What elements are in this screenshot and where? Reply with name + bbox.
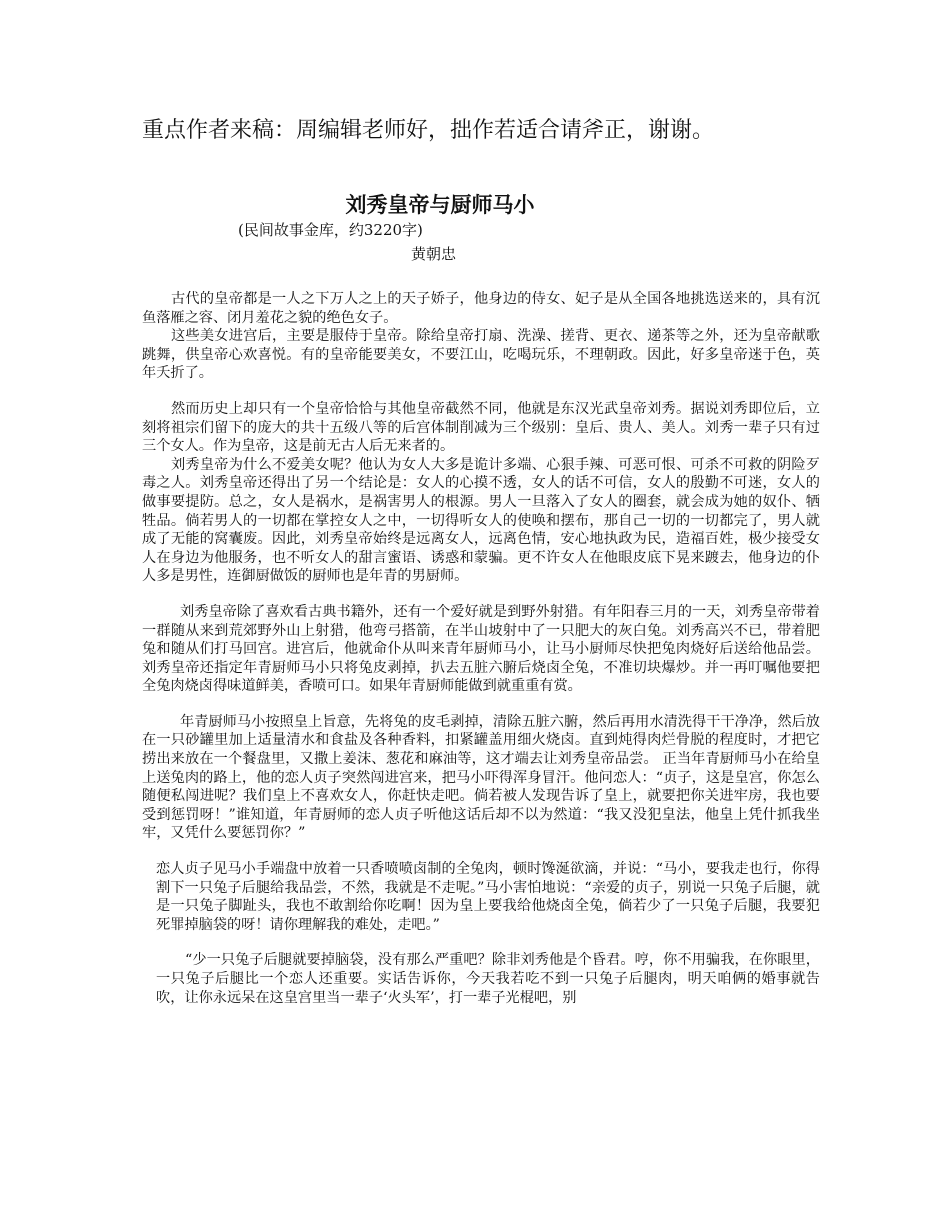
article-body <box>142 290 820 1007</box>
paragraph-7: 恋人贞子见马小手端盘中放着一只香喷喷卤制的全兔肉，顿时馋涎欲滴，并说：“马小，要我走也行，你得割下一只兔子后腿给我品尝，不然，我就是不走呢。”马小害怕地说：“亲爱的贞子，别说一只兔子后腿，就是一只兔子脚趾头，我也不敢割给你吃啊！因为皇上要我给他烧卤全兔，倘若少了一只兔子后腿，我要犯死罪掉脑袋的呀！请你理解我的难处，走吧。” <box>156 861 820 933</box>
paragraph-4: 刘秀皇帝为什么不爱美女呢？他认为女人大多是诡计多端、心狠手辣、可恶可恨、可杀不可救的阴险歹毒之人。刘秀皇帝还得出了另一个结论是：女人的心摸不透，女人的话不可信，女人的殷勤不可迷，女人的做事要提防。总之，女人是祸水，是祸害男人的根源。男人一旦落入了女人的圈套，就会成为她的奴仆、牺牲品。倘若男人的一切都在掌控女人之中，一切得听女人的使唤和摆布，那自己一切的一切都完了，男人就成了无能的窝囊废。因此，刘秀皇帝始终是远离女人，远离色情，安心地执政为民，造福百姓，极少接受女人在身边为他服务，也不听女人的甜言蜜语、诱惑和蒙骗。更不许女人在他眼皮底下晃来踱去，他身边的仆人多是男性，连御厨做饭的厨师也是年青的男厨师。 <box>142 456 820 585</box>
paragraph-2: 这些美女进宫后，主要是服侍于皇帝。除给皇帝打扇、洗澡、搓背、更衣、递茶等之外，还为皇帝献歌跳舞，供皇帝心欢喜悦。有的皇帝能要美女，不要江山，吃喝玩乐，不理朝政。因此，好多皇帝迷于色，英年夭折了。 <box>142 328 820 382</box>
paragraph-6: 年青厨师马小按照皇上旨意，先将兔的皮毛剥掉，清除五脏六腑，然后再用水清洗得干干净净，然后放在一只砂罐里加上适量清水和食盐及各种香料，扣紧罐盖用细火烧卤。直到炖得肉烂骨脱的程度时，才把它捞出来放在一个餐盘里，又撒上姜沫、葱花和麻油等，这才端去让刘秀皇帝品尝。 正当年青厨师马小在给皇上送兔肉的路上，他的恋人贞子突然闯进宫来，把马小吓得浑身冒汗。他问恋人：“贞子，这是皇宫，你怎么随便私闯进呢？我们皇上不喜欢女人，你赶快走吧。倘若被人发现告诉了皇上，就要把你关进牢房，我也要受到惩罚呀！”谁知道，年青厨师的恋人贞子听他这话后却不以为然道：“我又没犯皇法，他皇上凭什抓我坐牢，又凭什么要惩罚你？” <box>142 713 820 842</box>
article-title: 刘秀皇帝与厨师马小 <box>345 193 535 217</box>
article-subtitle: (民间故事金库，约3220字) <box>238 221 423 239</box>
paragraph-5: 刘秀皇帝除了喜欢看古典书籍外，还有一个爱好就是到野外射猎。有年阳春三月的一天，刘秀皇帝带着一群随从来到荒郊野外山上射猎，他弯弓搭箭，在半山坡射中了一只肥大的灰白兔。刘秀高兴不已，带着肥兔和随从们打马回宫。进宫后，他就命仆从叫来青年厨师马小，让马小厨师尽快把兔肉烧好后送给他品尝。刘秀皇帝还指定年青厨师马小只将兔皮剥掉，扒去五脏六腑后烧卤全兔，不准切块爆炒。并一再叮嘱他要把全兔肉烧卤得味道鲜美，香喷可口。如果年青厨师能做到就重重有赏。 <box>142 603 820 695</box>
paragraph-3: 然而历史上却只有一个皇帝恰恰与其他皇帝截然不同，他就是东汉光武皇帝刘秀。据说刘秀即位后，立刻将祖宗们留下的庞大的共十五级八等的后宫体制削减为三个级别：皇后、贵人、美人。刘秀一辈子只有过三个女人。作为皇帝，这是前无古人后无来者的。 <box>142 400 820 455</box>
paragraph-8: “少一只兔子后腿就要掉脑袋，没有那么严重吧？除非刘秀他是个昏君。哼，你不用骗我，在你眼里，一只兔子后腿比一个恋人还重要。实话告诉你，今天我若吃不到一只兔子后腿肉，明天咱俩的婚事就告吹，让你永远呆在这皇宫里当一辈子‘火头军’，打一辈子光棍吧，别 <box>156 952 820 1006</box>
article-author: 黄朝忠 <box>411 245 457 263</box>
editor-note: 重点作者来稿：周编辑老师好，拙作若适合请斧正，谢谢。 <box>142 118 715 143</box>
paragraph-1: 古代的皇帝都是一人之下万人之上的天子娇子，他身边的侍女、妃子是从全国各地挑选送来的，具有沉鱼落雁之容、闭月羞花之貌的绝色女子。 <box>142 291 820 326</box>
